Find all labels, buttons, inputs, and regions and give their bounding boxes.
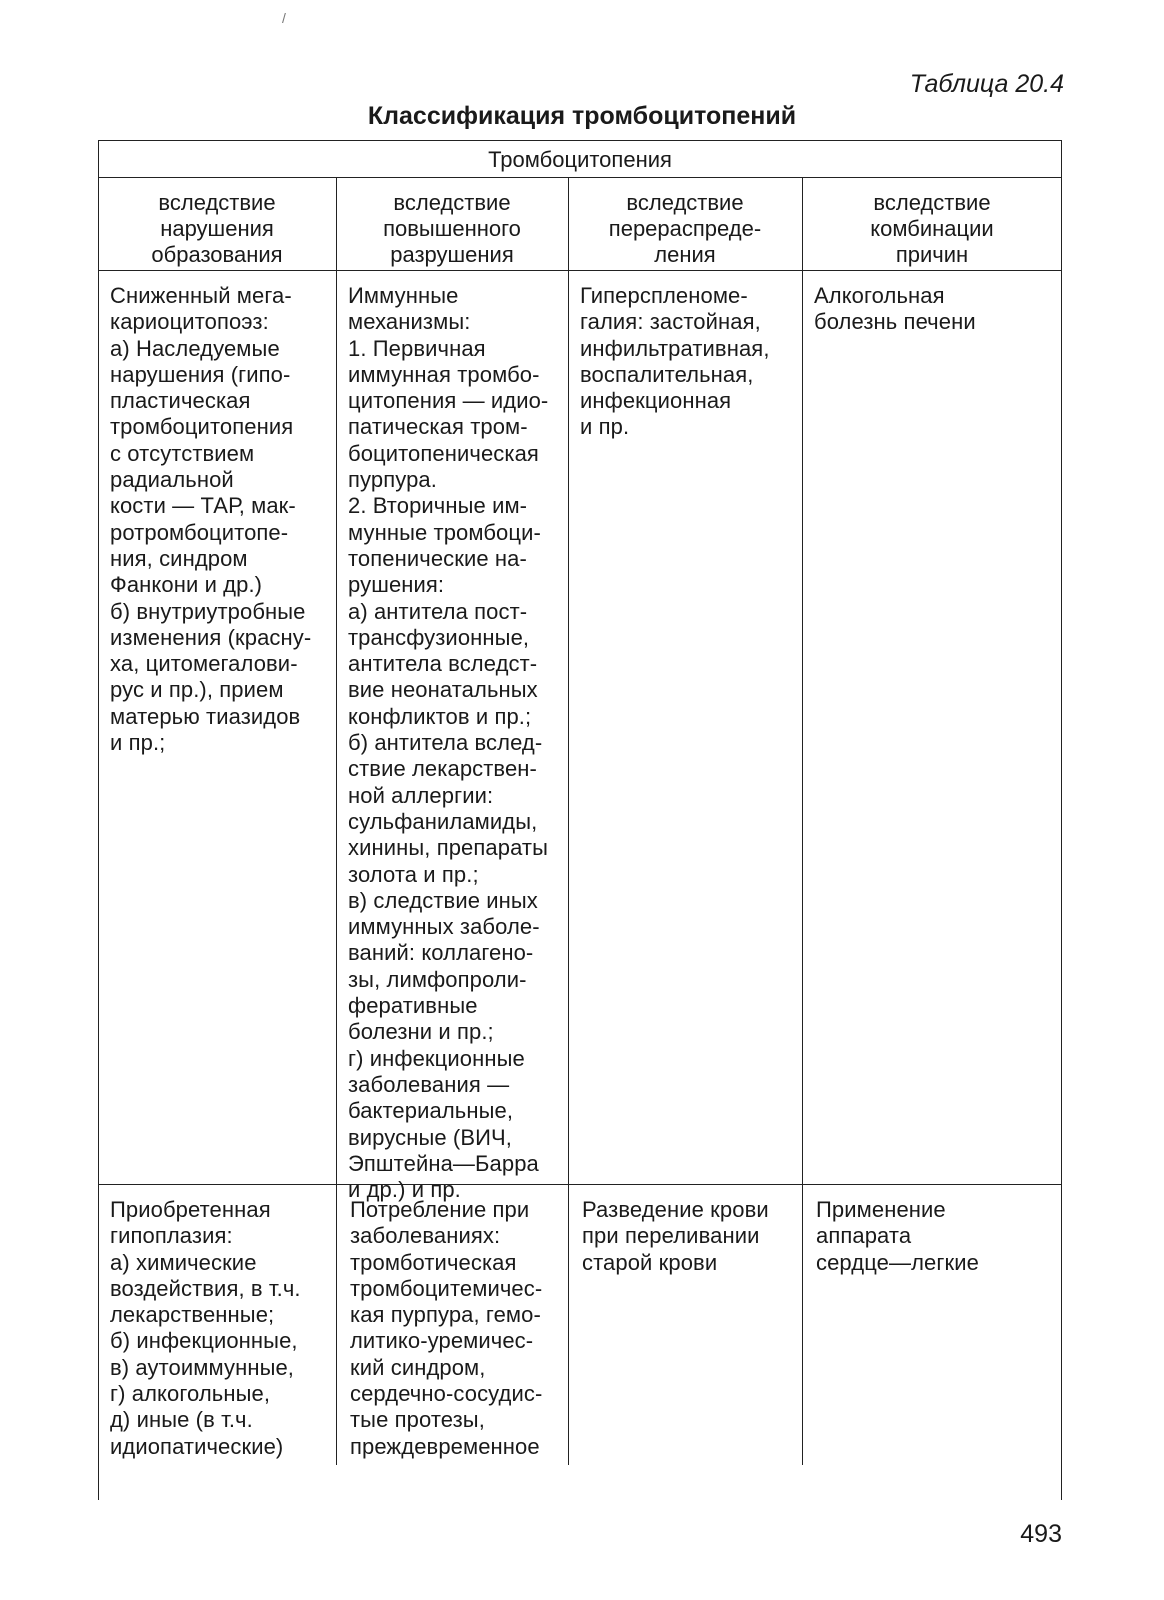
table-divider-header bbox=[98, 270, 1062, 271]
table-divider-super bbox=[98, 177, 1062, 178]
table-col-divider-3 bbox=[802, 177, 803, 1465]
table-cell: Разведение крови при переливании старой крови bbox=[582, 1197, 769, 1275]
table-cell: Алкогольная болезнь печени bbox=[814, 283, 976, 335]
table-col-divider-1 bbox=[336, 177, 337, 1465]
column-header-redistribution: вследствие перераспреде- ления bbox=[608, 190, 762, 267]
column-header-combination: вследствие комбинации причин bbox=[870, 190, 994, 267]
table-cell: Иммунные механизмы: 1. Первичная иммунная тромбо- цитопения — идио- патическая тром- боцитопеническая пурпура. 2. Вторичные им- мунные тромбоци- топенические на- рушения: а) антитела пост- трансфузионные, антитела вследст- вие неонатальных конфликтов и пр.; б) антитела вслед- ствие лекарствен- ной аллергии: сульфаниламиды, хинины, препараты золота и пр.; в) следствие иных иммунных заболе- ваний: коллагено- зы, лимфопроли- феративные болезни и пр.; г) инфекционные заболевания — бактериальные, вирусные (ВИЧ, Эпштейна—Барра и др.) и пр. bbox=[348, 283, 549, 1203]
table-cell: Сниженный мега- кариоцитопоэз: а) Наследуемые нарушения (гипо- пластическая тромбоцитопения с отсутствием радиальной кости — ТАР, мак- ротромбоцитопе- ния, синдром Фанкони и др.) б) внутриутробные изменения (красну- ха, цитомегалови- рус и пр.), прием матерью тиазидов и пр.; bbox=[110, 283, 312, 756]
table-title: Классификация тромбоцитопений bbox=[367, 102, 797, 130]
table-cell: Приобретенная гипоплазия: а) химические воздействия, в т.ч. лекарственные; б) инфекционные, в) аутоиммунные, г) алкогольные, д) иные (в т.ч. идиопатические) bbox=[110, 1197, 301, 1459]
table-cell: Применение аппарата сердце—легкие bbox=[816, 1197, 979, 1275]
table-divider-row bbox=[98, 1184, 1062, 1185]
stray-mark: / bbox=[282, 10, 286, 26]
column-header-formation: вследствие нарушения образования bbox=[151, 190, 283, 267]
table-col-divider-2 bbox=[568, 177, 569, 1465]
page-number: 493 bbox=[1020, 1520, 1062, 1548]
table-number: Таблица 20.4 bbox=[909, 70, 1064, 98]
table-cell: Потребление при заболеваниях: тромботическая тромбоцитемичес- кая пурпура, гемо- литико-уремичес- кий синдром, сердечно-сосудис- тые протезы, преждевременное bbox=[350, 1197, 543, 1459]
column-header-destruction: вследствие повышенного разрушения bbox=[383, 190, 521, 267]
table-super-header: Тромбоцитопения bbox=[488, 147, 672, 172]
table-cell: Гиперспленоме- галия: застойная, инфильтративная, воспалительная, инфекционная и пр. bbox=[580, 283, 770, 440]
